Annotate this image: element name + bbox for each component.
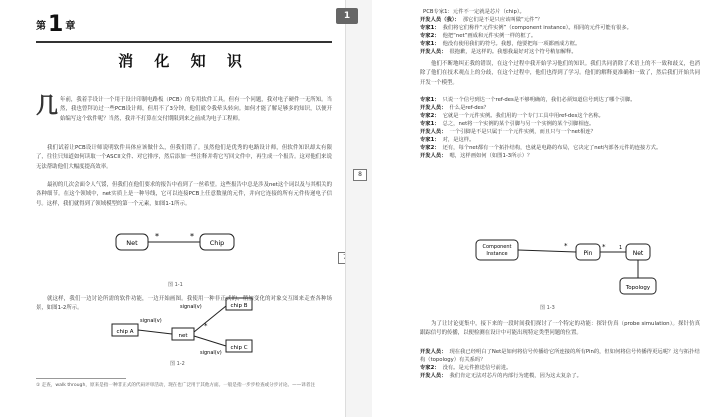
dialog-block-3: [420, 348, 700, 380]
dialog-line: 专家2： 他把“net”画成和元件实例一样的框了。: [420, 33, 537, 39]
fig3-star-1: *: [564, 242, 568, 250]
chapter-suffix: 章: [65, 21, 76, 32]
chip-a-label: chip A: [116, 329, 134, 335]
fig1-star-left: *: [155, 232, 159, 241]
footnote-rule: [36, 378, 126, 379]
chapter-tab: 1: [336, 8, 358, 24]
chapter-heading: [36, 12, 75, 37]
dialog-line: 专家2： 它就是一个元件实例。我们用的一个专门工具中用ref-des这个名称。: [420, 113, 604, 119]
chapter-title: 消 化 知 识: [118, 52, 250, 70]
dialog-line: 专家2： 没有。是元件推送信号前进。: [420, 365, 512, 371]
dialog-block-1: [420, 8, 700, 56]
net-label-3: Net: [632, 250, 644, 257]
chapter-rule: [36, 41, 332, 43]
dialog-line: 开发人员： 很抱歉，是这样的。我想我最好对这个符号稍加解释。: [420, 49, 577, 55]
figure-1-3-caption: 图 1-3: [540, 305, 555, 311]
fig3-star-2: *: [602, 243, 606, 251]
component-instance-box: [476, 240, 518, 260]
footnote: ① 走查，walk through，原来是指一种非正式的代码评审活动，现在也广泛用于其他方面。一般是指一步步检查或分步讨论。——译者注: [36, 383, 316, 388]
component-instance-label-1: Component: [482, 244, 512, 250]
component-instance-label-2: Instance: [486, 251, 508, 257]
paragraph-1: 年前，我着手设计一个用于设计印制电路板（PCB）的专用软件工具。但有一个问题，我对电子硬件一无所知。当然，我也曾拜访过一些PCB设计师，但用不了3分钟，他们就令我晕头转向。如何才能了解足够多的知识，以便开始编写这个软件呢？当然，我并不打算在交付期限到来之前成为电子工程师。: [60, 97, 332, 122]
signal-label-3: signal(v): [200, 350, 222, 356]
figure-1-3: [470, 234, 670, 300]
right-paragraph-2: 为了让讨论更集中，接下来的一段时间我们探讨了一个特定的功能：探针仿真（probe simulation）。探针仿真跟踪信号的传播，以便检测在设计中可能出现特定类型问题的位置。: [420, 321, 700, 337]
topology-label: Topology: [625, 285, 651, 291]
dialog-line: 专家1： 总之，net将一个实例的某个引脚与另一个实例的某个引脚相连。: [420, 121, 595, 127]
right-paragraph-1: 他们不断地纠正我的错误，在这个过程中我开始学习他们的知识。我们共同消除了术语上的不一致和歧义，也消除了他们在技术观点上的分歧，在这个过程中，他们也得到了学习。他们的解释更准确和一致了，然后我们开始共同开发一个模型。: [420, 61, 700, 86]
dialog-line: 开发人员： 一个引脚是不是只属于一个元件实例，而且只与一个net相连？: [420, 129, 596, 135]
pin-label: Pin: [583, 250, 593, 257]
fig3-one: 1: [619, 245, 623, 251]
figure-1-1-caption: 图 1-1: [168, 282, 183, 288]
dialog-line: 专家1： 只说一个信号到达一个ref-des是不够明确的，我们必须知道信号到达了哪个引脚。: [420, 97, 636, 103]
net-label-2: net: [178, 333, 188, 339]
dialog-line: PCB专家1：元件不一定就是芯片（chip）。: [423, 9, 525, 15]
fig2-star: *: [204, 322, 208, 330]
dialog-line: 专家1： 他没有使用我们的符号。我想，他要把每一项都画成方框。: [420, 41, 581, 47]
dialog-line: 开发人员： 我们肯定无法对芯片的内部行为建模，因为这太复杂了。: [420, 373, 582, 379]
dialog-line: 开发人员： 什么是ref-des？: [420, 105, 489, 111]
right-page-number: 8: [353, 169, 367, 181]
chip-a-to-net: [138, 330, 172, 334]
chapter-prefix: 第: [36, 21, 46, 32]
signal-label-1: signal(v): [140, 318, 162, 324]
figure-1-1: [100, 224, 250, 260]
figure-1-2: [104, 292, 264, 356]
dialog-block-2: [420, 96, 700, 160]
left-page: [0, 0, 345, 417]
net-label: Net: [126, 239, 138, 247]
chip-label: Chip: [209, 239, 225, 247]
dialog-line: 开发人员（我）： 那它们是不是只应该叫做“元件”？: [420, 17, 543, 23]
paragraph-4: 就这样，我们一边讨论所需的软件功能，一边开始画图。我使用一种非正式的、稍加变化的对象交互图来走查各种场景，如图1-2所示。: [36, 296, 332, 312]
intro-paragraph: [36, 96, 332, 124]
paragraph-3: 最初的几次会面令人气馁，但我们在他们要求的报告中看到了一丝希望。这些报告中总是涉及net这个词以及与其相关的各种细节。在这个领域中，net实质上是一种导线，它可以连接PCB上任意数量的元件，并向它连接的所有元件传递电子信号。这样，我们就得到了领域模型的第一个元素，如图1-1所示。: [36, 182, 332, 207]
dialog-line: 专家1： 我们将它们称作“元件实例”（component instance）。相同的元件可能有很多。: [420, 25, 632, 31]
signal-label-2: signal(v): [180, 304, 202, 310]
dialog-line: 专家2： 还有，每个net都有一个拓扑结构，也就是电路的布局，它决定了net内部各元件的连接方式。: [420, 145, 662, 151]
drop-cap: 几: [36, 94, 59, 119]
net-to-chip-c: [194, 336, 226, 346]
chapter-number: 1: [48, 12, 64, 37]
chip-c-label: chip C: [230, 345, 248, 351]
figure-1-2-caption: 图 1-2: [170, 361, 185, 367]
dialog-line: 开发人员： 嗯，这样画如何（如图1-3所示）？: [420, 153, 533, 159]
fig1-star-right: *: [190, 232, 194, 241]
chip-b-label: chip B: [230, 303, 248, 309]
paragraph-2: 我们试着让PCB设计师说明软件具体应该做什么，但我们错了。虽然他们是优秀的电路设计师，但软件知识却太有限了，往往只知道如何读取一个ASCII文件、对它排序，然后添加一些注释并将它写回文件中，再生成一个报告。这对他们来说无法帮助他们大幅度提高效率。: [36, 145, 332, 170]
dialog-line: 专家1： 对，是这样。: [420, 137, 475, 143]
dialog-line: 开发人员： 现在我已经明白了Net是如何将信号传播给它所连接的所有Pin的，但如何将信号传播得更远呢？这与拓扑结构（topology）有关系吗？: [420, 349, 700, 363]
ci-to-pin: [518, 250, 576, 252]
page-gutter: [345, 0, 374, 417]
